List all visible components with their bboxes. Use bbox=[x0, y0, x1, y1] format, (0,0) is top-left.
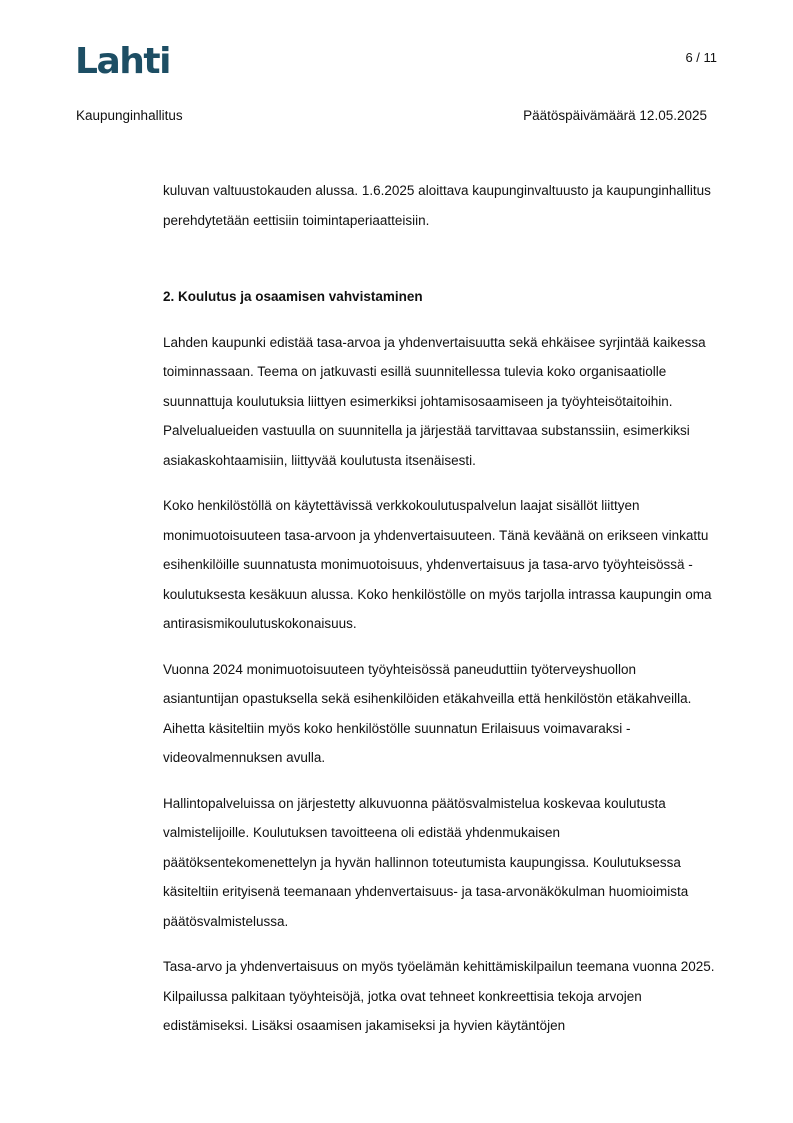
paragraph-4: Hallintopalveluissa on järjestetty alkuvuonna päätösvalmistelua koskevaa koulutusta valmistelijoille. Koulutuksen tavoitteena oli edistää yhdenmukaisen päätöksentekomenettelyn ja hyvän hallinnon toteutumista kaupungissa. Koulutuksessa käsiteltiin erityisenä teemanaan yhdenvertaisuus- ja tasa-arvonäkökulman huomioimista päätösvalmistelussa. bbox=[163, 795, 689, 929]
paragraph-1: Lahden kaupunki edistää tasa-arvoa ja yhdenvertaisuutta sekä ehkäisee syrjintää kaikessa toiminnassaan. Teema on jatkuvasti esillä suunnitellessa tulevia koko organisaatiolle suunnattuja koulutuksia liittyen esimerkiksi johtamisosaamiseen ja työyhteisötaitoihin. Palvelualueiden vastuulla on suunnitella ja järjestää tarvittavaa substanssiin, esimerkiksi asiakaskohtaamisiin, liittyvää koulutusta itsenäisesti. bbox=[163, 334, 706, 468]
section-heading: 2. Koulutus ja osaamisen vahvistaminen bbox=[163, 289, 423, 304]
lahti-logo: Lahti bbox=[75, 41, 170, 82]
page-number: 6 / 11 bbox=[685, 50, 717, 65]
organization-name: Kaupunginhallitus bbox=[76, 108, 183, 123]
decision-date: Päätöspäivämäärä 12.05.2025 bbox=[523, 108, 707, 123]
paragraph-2: Koko henkilöstöllä on käytettävissä verkkokoulutuspalvelun laajat sisällöt liittyen monimuotoisuuteen tasa-arvoon ja yhdenvertaisuuteen. Tänä keväänä on erikseen vinkattu esihenkilöille suunnatusta monimuotoisuus, yhdenvertaisuus ja tasa-arvo työyhteisössä -koulutuksesta kesäkuun alussa. Koko henkilöstölle on myös tarjolla intrassa kaupungin oma antirasismikoulutuskokonaisuus. bbox=[163, 498, 712, 631]
intro-paragraph: kuluvan valtuustokauden alussa. 1.6.2025 aloittava kaupunginvaltuusto ja kaupunginhallitus perehdytetään eettisiin toimintaperiaatteisiin. bbox=[163, 183, 711, 228]
paragraph-5: Tasa-arvo ja yhdenvertaisuus on myös työelämän kehittämiskilpailun teemana vuonna 2025. Kilpailussa palkitaan työyhteisöjä, jotka ovat tehneet konkreettisia tekoja arvojen edistämiseksi. Lisäksi osaamisen jakamiseksi ja hyvien käytäntöjen bbox=[163, 959, 715, 1033]
paragraph-3: Vuonna 2024 monimuotoisuuteen työyhteisössä paneuduttiin työterveyshuollon asiantuntijan opastuksella sekä esihenkilöiden etäkahveilla että henkilöstön etäkahveilla. Aihetta käsiteltiin myös koko henkilöstölle suunnatun Erilaisuus voimavaraksi -videovalmennuksen avulla. bbox=[163, 661, 692, 765]
document-body bbox=[163, 176, 715, 1057]
